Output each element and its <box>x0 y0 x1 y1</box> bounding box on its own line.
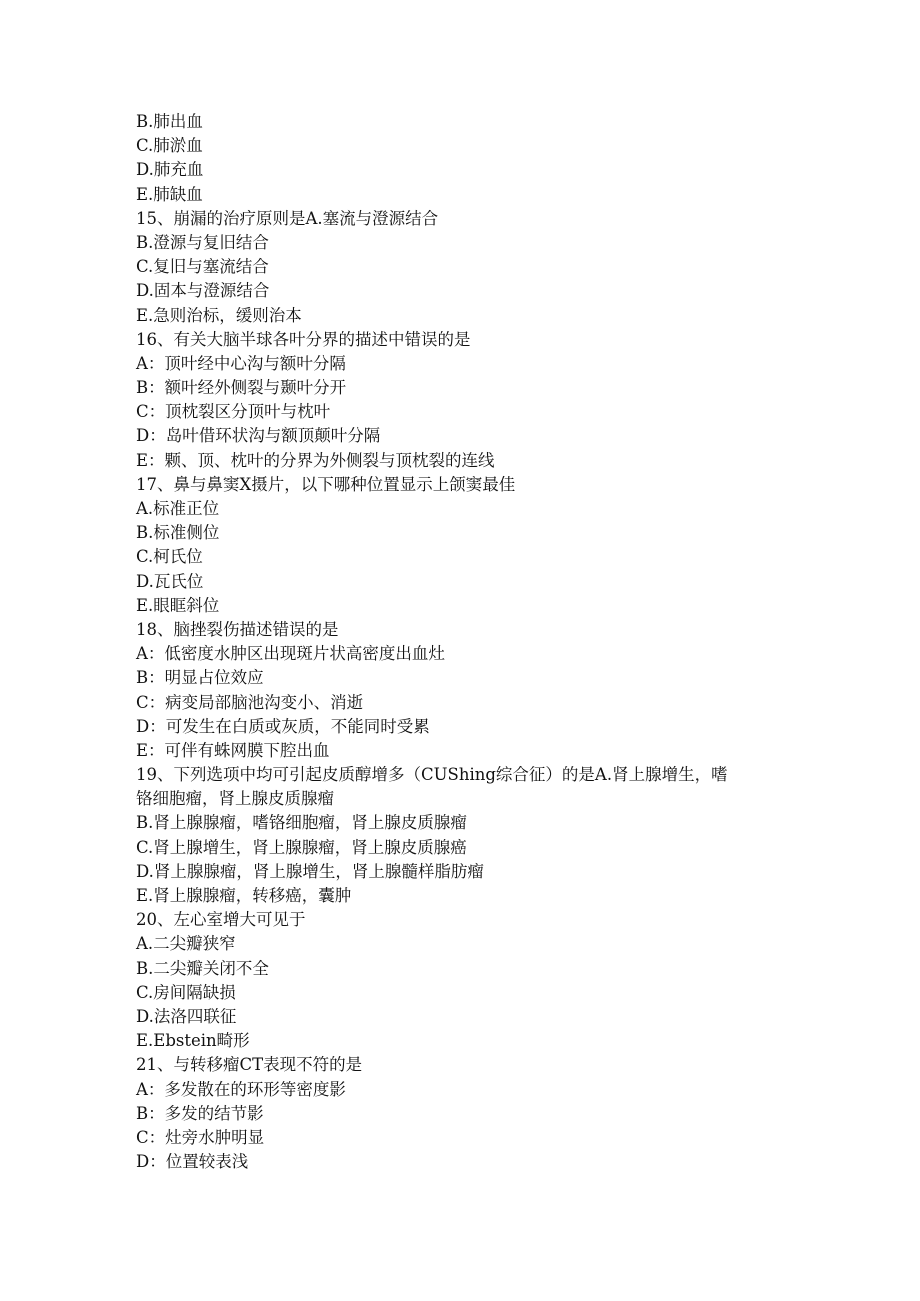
text-line: B：多发的结节影 <box>136 1103 264 1123</box>
text-line: D.法洛四联征 <box>136 1006 237 1026</box>
question-line: 19、下列选项中均可引起皮质醇增多（CUShing综合征）的是A.肾上腺增生，嗜 <box>136 765 728 785</box>
text-line: E：颗、顶、枕叶的分界为外侧裂与顶枕裂的连线 <box>136 450 495 470</box>
text-line: E.肺缺血 <box>136 184 203 204</box>
text-line: B.标准侧位 <box>136 523 220 543</box>
text-line: A：低密度水肿区出现斑片状高密度出血灶 <box>136 644 445 664</box>
text-line: D：可发生在白质或灰质，不能同时受累 <box>136 716 430 736</box>
text-line: A.标准正位 <box>136 499 220 518</box>
text-line: E.眼眶斜位 <box>136 595 220 615</box>
text-line: D：岛叶借环状沟与额顶颠叶分隔 <box>136 426 381 446</box>
text-line: E.肾上腺腺瘤，转移癌，囊肿 <box>136 886 352 905</box>
question-line: 20、左心室增大可见于 <box>136 910 306 930</box>
question-line: 21、与转移瘤CT表现不符的是 <box>136 1055 363 1075</box>
text-line: B：明显占位效应 <box>136 668 264 688</box>
text-line: 铬细胞瘤，肾上腺皮质腺瘤 <box>136 789 334 809</box>
text-line: D.瓦氏位 <box>136 571 204 591</box>
question-line: 15、崩漏的治疗原则是A.塞流与澄源结合 <box>136 208 439 228</box>
text-line: C.房间隔缺损 <box>136 982 236 1002</box>
text-line: C.柯氏位 <box>136 547 203 567</box>
text-line: B.肺出血 <box>136 112 203 131</box>
text-line: D.肾上腺腺瘤，肾上腺增生，肾上腺髓样脂肪瘤 <box>136 861 484 881</box>
text-line: D.固本与澄源结合 <box>136 281 270 301</box>
question-line: 16、有关大脑半球各叶分界的描述中错误的是 <box>136 329 471 349</box>
text-line: C：灶旁水肿明显 <box>136 1127 265 1147</box>
text-line: C.肾上腺增生，肾上腺腺瘤，肾上腺皮质腺癌 <box>136 837 467 857</box>
text-line: B.二尖瓣关闭不全 <box>136 958 269 978</box>
document-page <box>136 110 796 1174</box>
text-line: B.澄源与复旧结合 <box>136 232 269 252</box>
text-line: C：病变局部脑池沟变小、消逝 <box>136 692 364 712</box>
text-line: E.急则治标，缓则治本 <box>136 305 302 325</box>
question-line: 17、鼻与鼻窦X摄片，以下哪种位置显示上颌窦最佳 <box>136 474 516 494</box>
text-line: E：可伴有蛛网膜下腔出血 <box>136 740 330 760</box>
text-line: A：多发散在的环形等密度影 <box>136 1079 346 1099</box>
text-line: B：额叶经外侧裂与颞叶分开 <box>136 378 347 398</box>
text-line: C.复旧与塞流结合 <box>136 257 269 277</box>
text-line: C.肺淤血 <box>136 136 203 156</box>
question-line: 18、脑挫裂伤描述错误的是 <box>136 619 339 639</box>
text-line: E.Ebstein畸形 <box>136 1031 250 1051</box>
text-line: D：位置较表浅 <box>136 1152 249 1172</box>
text-line: A：顶叶经中心沟与额叶分隔 <box>136 353 346 373</box>
text-line: D.肺充血 <box>136 160 204 180</box>
text-line: A.二尖瓣狭窄 <box>136 934 236 954</box>
text-line: B.肾上腺腺瘤，嗜铬细胞瘤，肾上腺皮质腺瘤 <box>136 813 467 833</box>
text-line: C：顶枕裂区分顶叶与枕叶 <box>136 402 331 422</box>
